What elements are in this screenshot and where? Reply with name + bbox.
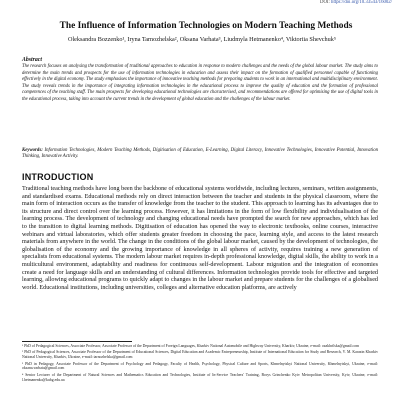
footnote-1: ¹ PhD of Pedagogical Sciences, Associate Professor, Associate Professor of the Department of Foreign Languages, Kharkiv National Automobile and Highway University, Kharkiv, Ukraine, e-mail: ozakhrilska@gmail.com [22, 344, 360, 348]
introduction-text: Traditional teaching methods have long been the backbone of educational systems worldwide, including lectures, seminars, written assignments, and standardised exams. Educational methods rely on direct interaction between the teacher and students in the physical classroom, where the main form of interaction occurs as the transfer of knowledge from the teacher to the student. This approach to learning has its advantages due to its structure and direct control over the learning process. However, it has limitations in the form of low flexibility and individualisation of the learning process. The development of technology and changing educational needs have prompted the search for new approaches, which has led to the transition to digital learning methods. Digitisation of education has opened the way to electronic textbooks, online courses, interactive webinars and virtual laboratories, which offer students greater freedom in choosing the pace, learning style, and access to the latest research materials from anywhere in the world. The change in the conditions of the global labour market, caused by the development of technologies, the globalisation of the economy and the growing importance of knowledge in all spheres of activity, requires training a new generation of specialists from educational systems. The modern labour market requires in-depth professional knowledge, digital skills, the ability to work in a multicultural environment, adaptability and readiness for continuous self-development. Labour migration and the integration of economies create a need for language skills and an understanding of cultural differences. Information technologies provide tools for effective and targeted learning, allowing educational programs to quickly adapt to changes in the labour market and prepare students for the challenges of a globalised world. Educational institutions, including universities, colleges and alternative education platforms, are actively [22, 186, 378, 291]
keywords-label: Keywords: [22, 148, 43, 153]
doi-line [232, 0, 392, 6]
footnotes [22, 344, 378, 384]
paper-title: The Influence of Information Technologies on Modern Teaching Methods [59, 21, 353, 31]
keywords [22, 148, 378, 161]
author-list: Oleksandra Bozzenko¹, Iryna Tarnozhelska², Oksana Varhata³, Liudmyla Hetmanenko⁴, Viktoriia Shevchuk⁵ [67, 36, 336, 43]
footnote-2: ² PhD of Pedagogical Sciences, Associate Professor of the Department of Educational Sciences, Digital Education and Academic Entrepreneurship, Institute of International Education for Study and Research, V. M. Karazin Kharkiv National University, Kharkiv, Ukraine, e-mail: tarnozhelska@gmail.com [22, 350, 378, 360]
footnote-divider [22, 341, 132, 342]
introduction-heading: INTRODUCTION [22, 172, 94, 182]
doi-prefix: DOI: [319, 0, 332, 5]
abstract-text: The research focuses on analysing the transformation of traditional approaches to education in response to modern challenges and the needs of the global labour market. The study aims to determine the main trends and prospects for the use of information technologies in education and assess their impact on the formation of qualified personnel capable of functioning effectively in the digital economy. The study emphasises the importance of innovative teaching methods for preparing students to work in an international and multidisciplinary environment. The study reveals trends in the importance of integrating information technologies in the educational process to improve the quality of education and the formation of professional competences of the teaching staff. The main prospects for developing educational technologies are characterised, and recommendations are offered for optimising the use of digital tools in the educational process, taking into account the current trends in the development of global education and the challenges of the labour market. [22, 64, 378, 102]
abstract-heading: Abstract [22, 57, 42, 63]
keywords-text: Information Technologies, Modern Teaching Methods, Digitisation of Education, E-Learning, Digital Literacy, Innovative Technologies, Innovative Potential, Innovation Thinking, Innovative Activity. [22, 148, 378, 160]
footnote-3: ³ PhD in Pedagogy, Associate Professor of the Department of Psychology and Pedagogy, Faculty of Health, Psychology, Physical Culture and Sports, Khmelnytskyi National University, Khmelnytskyi, Ukraine, e-mail: oksana.varhata@gmail.com [22, 361, 378, 371]
doi-link[interactable]: https://doi.org/10.33543/16002/ [331, 0, 392, 5]
footnote-4: ⁴ Senior Lecturer of the Department of Natural Sciences and Mathematics Education and Technologies, Institute of In-Service Teachers' Training, Borys Grinchenko Kyiv Metropolitan University, Kyiv, Ukraine, e-mail: l.hetmanenko@kubg.edu.ua [22, 372, 378, 382]
